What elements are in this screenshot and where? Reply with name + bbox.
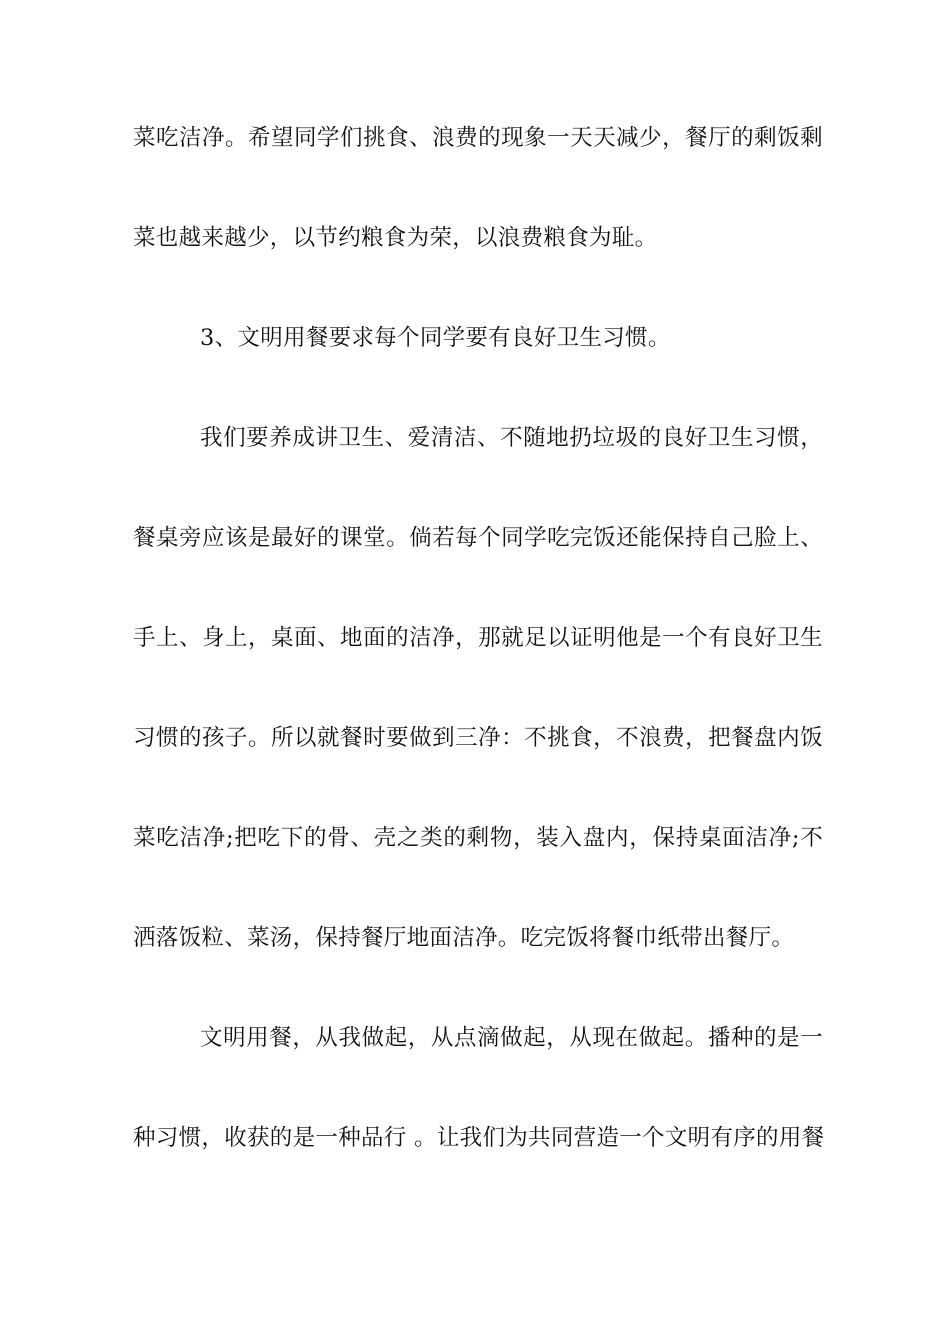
- paragraph-line: 餐桌旁应该是最好的课堂。倘若每个同学吃完饭还能保持自己脸上、: [133, 525, 823, 551]
- paragraph-line: 我们要养成讲卫生、爱清洁、不随地扔垃圾的良好卫生习惯，: [200, 425, 823, 451]
- paragraph-line: 菜吃洁净;把吃下的骨、壳之类的剩物，装入盘内，保持桌面洁净;不: [133, 825, 823, 851]
- paragraph-line: 种习惯，收获的是一种品行 。让我们为共同营造一个文明有序的用餐: [133, 1125, 825, 1151]
- paragraph-line: 习惯的孩子。所以就餐时要做到三净：不挑食，不浪费，把餐盘内饭: [133, 725, 823, 751]
- paragraph-line: 洒落饭粒、菜汤，保持餐厅地面洁净。吃完饭将餐巾纸带出餐厅。: [133, 925, 795, 951]
- paragraph-line: 文明用餐，从我做起，从点滴做起，从现在做起。播种的是一: [200, 1025, 823, 1051]
- paragraph-line: 菜吃洁净。希望同学们挑食、浪费的现象一天天减少，餐厅的剩饭剩: [133, 125, 823, 151]
- section-heading: 3、文明用餐要求每个同学要有良好卫生习惯。: [200, 325, 671, 351]
- paragraph-line: 菜也越来越少，以节约粮食为荣，以浪费粮食为耻。: [133, 225, 658, 251]
- paragraph-line: 手上、身上，桌面、地面的洁净，那就足以证明他是一个有良好卫生: [133, 625, 823, 651]
